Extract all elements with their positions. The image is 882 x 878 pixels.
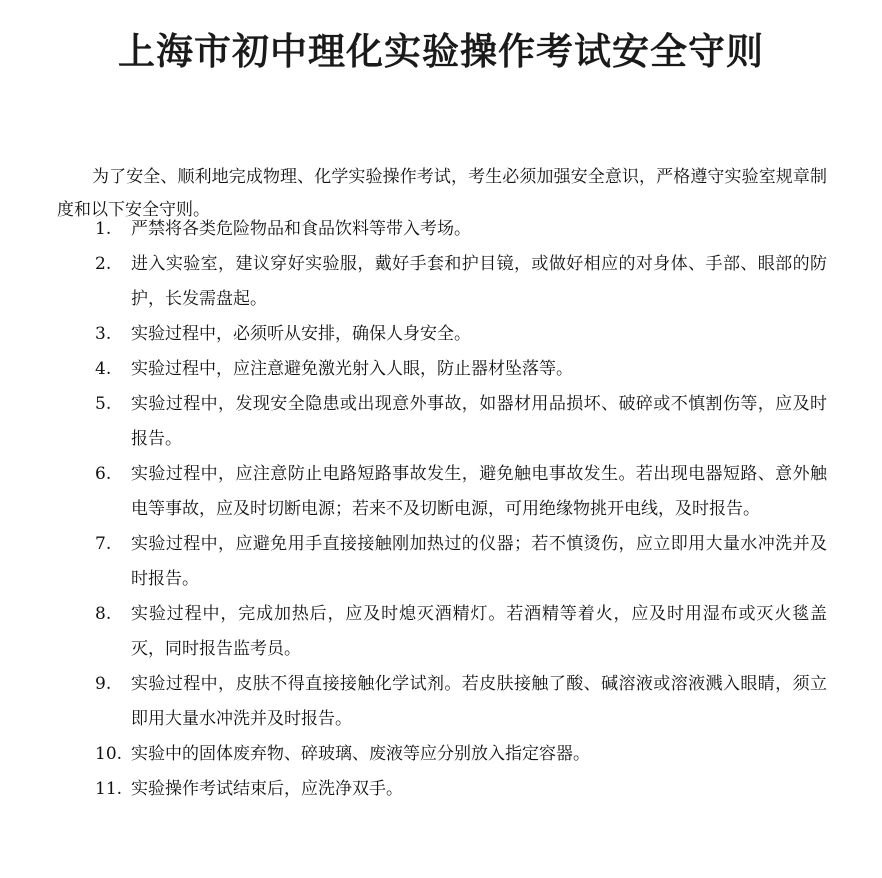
rule-number: 6. [95, 464, 112, 484]
rule-item [57, 317, 827, 352]
rule-item [57, 527, 827, 597]
rule-item [57, 772, 827, 807]
rule-number: 8. [95, 604, 112, 624]
rule-text: 实验过程中，完成加热后，应及时熄灭酒精灯。若酒精等着火，应及时用湿布或灭火毯盖灭，同时报告监考员。 [131, 604, 827, 659]
rule-text: 实验操作考试结束后，应洗净双手。 [131, 779, 403, 799]
rule-number: 4. [95, 359, 112, 379]
rule-text: 实验中的固体废弃物、碎玻璃、废液等应分别放入指定容器。 [131, 744, 590, 764]
rule-number: 7. [95, 534, 112, 554]
intro-paragraph: 为了安全、顺利地完成物理、化学实验操作考试，考生必须加强安全意识，严格遵守实验室规章制度和以下安全守则。 [57, 167, 827, 220]
document-title: 上海市初中理化实验操作考试安全守则 [118, 30, 764, 73]
rule-text: 严禁将各类危险物品和食品饮料等带入考场。 [131, 219, 471, 239]
rule-text: 进入实验室，建议穿好实验服，戴好手套和护目镜，或做好相应的对身体、手部、眼部的防护，长发需盘起。 [131, 254, 827, 309]
rule-item [57, 387, 827, 457]
rule-item [57, 597, 827, 667]
rule-number: 10. [95, 744, 123, 764]
rule-number: 9. [95, 674, 112, 694]
rules-list [57, 212, 827, 807]
rule-item [57, 667, 827, 737]
rule-text: 实验过程中，皮肤不得直接接触化学试剂。若皮肤接触了酸、碱溶液或溶液溅入眼睛，须立即用大量水冲洗并及时报告。 [131, 674, 827, 729]
rule-number: 1. [95, 219, 112, 239]
rule-text: 实验过程中，应避免用手直接接触刚加热过的仪器；若不慎烫伤，应立即用大量水冲洗并及时报告。 [131, 534, 827, 589]
rule-text: 实验过程中，必须听从安排，确保人身安全。 [131, 324, 471, 344]
rule-item [57, 212, 827, 247]
rule-item [57, 247, 827, 317]
rule-item [57, 457, 827, 527]
rule-text: 实验过程中，应注意避免激光射入人眼，防止器材坠落等。 [131, 359, 573, 379]
rule-number: 11. [95, 779, 123, 799]
rule-number: 2. [95, 254, 112, 274]
rule-text: 实验过程中，应注意防止电路短路事故发生，避免触电事故发生。若出现电器短路、意外触电等事故，应及时切断电源；若来不及切断电源，可用绝缘物挑开电线，及时报告。 [131, 464, 827, 519]
rule-item [57, 352, 827, 387]
rule-number: 3. [95, 324, 112, 344]
rule-text: 实验过程中，发现安全隐患或出现意外事故，如器材用品损坏、破碎或不慎割伤等，应及时报告。 [131, 394, 827, 449]
rule-item [57, 737, 827, 772]
rule-number: 5. [95, 394, 112, 414]
